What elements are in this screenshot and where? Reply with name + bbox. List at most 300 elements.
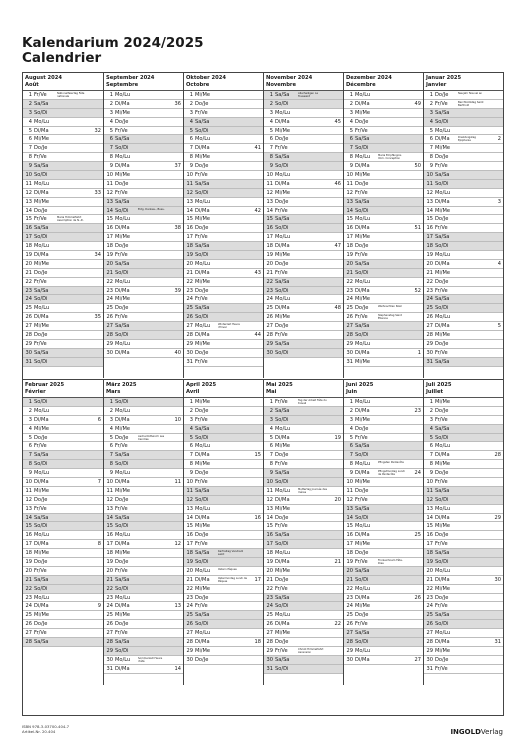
weekday-label: So/Di [34, 399, 48, 405]
day-row [264, 629, 343, 638]
month-name-fr: Juillet [426, 388, 443, 395]
day-row [264, 304, 343, 313]
weekday-label: So/Di [115, 647, 129, 654]
month-name: März 2025 [106, 382, 137, 388]
day-row [184, 118, 263, 127]
day-number: 28 [346, 639, 353, 646]
weekday-label: So/Di [115, 461, 129, 468]
month-name-fr: Août [25, 81, 39, 88]
weekday-label: So/Di [275, 349, 289, 356]
day-number: 16 [25, 225, 32, 232]
day-row [23, 260, 103, 269]
day-number: 19 [266, 559, 273, 566]
day-number: 6 [28, 136, 32, 143]
day-number: 19 [346, 559, 353, 566]
day-row [264, 153, 343, 162]
day-number: 4 [189, 118, 193, 125]
day-row [104, 496, 183, 505]
day-row [23, 349, 103, 358]
day-row [23, 487, 103, 496]
day-number: 4 [28, 425, 32, 432]
day-row [23, 531, 103, 540]
holiday-note: Neujahr Nouvel an [458, 92, 483, 95]
day-row [264, 460, 343, 469]
day-number: 29 [266, 647, 273, 654]
day-number: 15 [426, 216, 433, 223]
weekday-label: Mi/Me [275, 567, 291, 574]
day-row [344, 287, 423, 296]
holiday-note: Muttertag Journée des mères [298, 487, 327, 494]
day-number: 17 [426, 234, 433, 241]
day-row [264, 487, 343, 496]
day-row [23, 451, 103, 460]
day-number: 1 [269, 92, 273, 98]
day-number: 9 [189, 470, 193, 477]
day-number: 10 [25, 479, 32, 486]
weekday-label: Mo/Lu [195, 260, 211, 267]
day-number: 3 [429, 109, 433, 116]
weekday-label: Mo/Lu [115, 92, 131, 98]
weekday-label: Sa/Sa [355, 630, 370, 637]
day-row [344, 358, 423, 367]
day-number: 19 [25, 559, 32, 566]
weekday-label: Mi/Me [275, 252, 291, 259]
weekday-label: Mi/Me [115, 234, 131, 241]
day-row [104, 260, 183, 269]
weekday-label: Di/Ma [275, 305, 290, 312]
weekday-label: Mi/Me [195, 461, 211, 468]
day-number: 6 [429, 136, 433, 143]
week-number: 41 [254, 145, 261, 152]
day-row [344, 295, 423, 304]
weekday-label: Do/Je [34, 207, 48, 214]
weekday-label: So/Di [275, 287, 289, 294]
weekday-label: So/Di [275, 479, 289, 486]
weekday-label: Fr/Ve [115, 252, 128, 259]
weekday-label: Di/Ma [355, 287, 370, 294]
day-number: 10 [106, 479, 113, 486]
day-row [424, 224, 503, 233]
weekday-label: Di/Ma [195, 145, 210, 152]
day-number: 5 [189, 434, 193, 441]
weekday-label: Sa/Sa [34, 514, 49, 521]
day-row [184, 425, 263, 434]
weekday-label: Mo/Lu [275, 109, 291, 116]
day-row [264, 242, 343, 251]
weekday-label: Mi/Me [355, 172, 371, 179]
holiday-note: Aschermittwoch Les Cendres [138, 434, 165, 441]
weekday-label: Mo/Lu [435, 127, 451, 134]
day-number: 10 [426, 172, 433, 179]
month-column [23, 380, 103, 685]
month-name: April 2025 [186, 382, 217, 388]
day-row [23, 442, 103, 451]
weekday-label: Do/Je [435, 407, 449, 414]
day-row [184, 313, 263, 322]
day-number: 17 [25, 234, 32, 241]
day-row [104, 118, 183, 127]
day-row [344, 638, 423, 647]
day-number: 3 [28, 416, 32, 423]
day-number: 13 [426, 198, 433, 205]
weekday-label: Mi/Me [115, 487, 131, 494]
day-number: 2 [349, 407, 353, 414]
weekday-label: Fr/Ve [115, 505, 128, 512]
day-number: 12 [186, 189, 193, 196]
day-number: 18 [426, 243, 433, 250]
day-row [184, 558, 263, 567]
weekday-label: Fr/Ve [115, 630, 128, 637]
day-row [264, 451, 343, 460]
holiday-note: Stephanstag Saint Étienne [378, 314, 402, 321]
day-row [104, 322, 183, 331]
day-number: 19 [186, 252, 193, 259]
day-number: 18 [186, 243, 193, 250]
weekday-label: Sa/Sa [275, 656, 290, 663]
day-row [184, 171, 263, 180]
day-number: 1 [429, 92, 433, 98]
day-row [184, 358, 263, 367]
weekday-label: Fr/Ve [355, 314, 368, 321]
weekday-label: Mi/Me [195, 278, 211, 285]
month-name-fr: Mai [266, 388, 277, 395]
weekday-label: Fr/Ve [355, 434, 368, 441]
weekday-label: So/Di [275, 100, 289, 107]
weekday-label: Fr/Ve [435, 287, 448, 294]
week-number: 22 [334, 621, 341, 628]
day-row [424, 611, 503, 620]
weekday-label: Fr/Ve [195, 603, 208, 610]
day-number: 13 [426, 505, 433, 512]
day-number: 7 [28, 452, 32, 459]
weekday-label: Mo/Lu [275, 425, 291, 432]
weekday-label: Sa/Sa [355, 567, 370, 574]
day-number: 14 [25, 207, 32, 214]
day-row [23, 620, 103, 629]
week-number: 43 [254, 269, 261, 276]
month-header [424, 73, 503, 91]
weekday-label: Fr/Ve [34, 630, 47, 637]
day-row [23, 198, 103, 207]
weekday-label: Mi/Me [355, 416, 371, 423]
day-row [184, 180, 263, 189]
weekday-label: Do/Je [355, 243, 369, 250]
weekday-label: Do/Je [34, 145, 48, 152]
day-row [424, 358, 503, 367]
month-header [344, 380, 423, 398]
weekday-label: Do/Je [195, 225, 209, 232]
day-number: 28 [106, 639, 113, 646]
weekday-label: So/Di [435, 243, 449, 250]
day-row [104, 629, 183, 638]
weekday-label: Mo/Lu [355, 523, 371, 530]
weekday-label: Mo/Lu [355, 278, 371, 285]
month-header [344, 73, 423, 91]
weekday-label: Sa/Sa [34, 225, 49, 232]
month-column [343, 380, 423, 685]
day-row [424, 531, 503, 540]
day-row [264, 558, 343, 567]
day-number: 13 [346, 505, 353, 512]
day-number: 25 [106, 305, 113, 312]
day-row [104, 331, 183, 340]
day-number: 24 [25, 296, 32, 303]
weekday-label: Mo/Lu [355, 340, 371, 347]
day-number: 8 [429, 461, 433, 468]
weekday-label: Sa/Sa [34, 576, 49, 583]
day-number: 25 [426, 305, 433, 312]
day-number: 4 [429, 118, 433, 125]
day-row [184, 233, 263, 242]
weekday-label: So/Di [355, 639, 369, 646]
week-number: 48 [334, 305, 341, 312]
day-number: 25 [266, 612, 273, 619]
weekday-label: Do/Je [275, 639, 289, 646]
day-row [23, 295, 103, 304]
weekday-label: Mo/Lu [435, 505, 451, 512]
week-number: 52 [414, 287, 421, 294]
day-row [424, 656, 503, 665]
day-row [344, 434, 423, 443]
day-row [344, 171, 423, 180]
day-row [23, 496, 103, 505]
day-row [23, 576, 103, 585]
day-number: 8 [349, 461, 353, 468]
weekday-label: Fr/Ve [435, 479, 448, 486]
day-number: 14 [266, 514, 273, 521]
week-number: 40 [174, 349, 181, 356]
day-row [264, 576, 343, 585]
day-number: 25 [106, 612, 113, 619]
weekday-label: Mi/Me [195, 92, 211, 98]
weekday-label: Mi/Me [355, 109, 371, 116]
weekday-label: Mo/Lu [195, 136, 211, 143]
day-row [344, 278, 423, 287]
day-number: 8 [429, 154, 433, 161]
weekday-label: Di/Ma [115, 100, 130, 107]
weekday-label: Di/Ma [275, 180, 290, 187]
day-number: 24 [426, 296, 433, 303]
weekday-label: Di/Ma [195, 332, 210, 339]
day-row [344, 233, 423, 242]
weekday-label: Di/Ma [195, 452, 210, 459]
day-number: 30 [25, 349, 32, 356]
week-number: 50 [414, 163, 421, 170]
day-number: 26 [266, 621, 273, 628]
day-number: 6 [189, 136, 193, 143]
day-number: 15 [186, 216, 193, 223]
week-number: 37 [174, 163, 181, 170]
weekday-label: Mo/Lu [34, 407, 50, 414]
weekday-label: Fr/Ve [355, 621, 368, 628]
day-row [184, 611, 263, 620]
day-number: 29 [186, 647, 193, 654]
day-row [264, 434, 343, 443]
day-number: 26 [426, 621, 433, 628]
day-row [104, 242, 183, 251]
day-row [184, 638, 263, 647]
day-number: 18 [106, 550, 113, 557]
day-row [104, 162, 183, 171]
weekday-label: Sa/Sa [435, 487, 450, 494]
day-row [344, 478, 423, 487]
footer-info [22, 724, 69, 734]
day-number: 27 [346, 323, 353, 330]
weekday-label: Mo/Lu [435, 252, 451, 259]
month-name: August 2024 [25, 75, 62, 81]
holiday-note: Christi Himmelfahrt Ascension [298, 647, 324, 654]
day-number: 22 [266, 585, 273, 592]
day-row [104, 180, 183, 189]
day-row [184, 540, 263, 549]
month-name-fr: Novembre [266, 81, 297, 88]
weekday-label: Sa/Sa [275, 92, 290, 98]
day-number: 12 [25, 189, 32, 196]
weekday-label: Di/Ma [34, 416, 49, 423]
holiday-note: Ostern Pâques [218, 567, 237, 571]
day-row [424, 91, 503, 100]
day-row [184, 407, 263, 416]
day-number: 17 [426, 541, 433, 548]
day-number: 16 [25, 532, 32, 539]
weekday-label: Mi/Me [275, 189, 291, 196]
holiday-note: Dreikönigstag Epiphanie [458, 136, 476, 143]
weekday-label: Mi/Me [34, 425, 50, 432]
day-row [424, 594, 503, 603]
day-row [344, 531, 423, 540]
weekday-label: Mi/Me [115, 296, 131, 303]
day-row [264, 207, 343, 216]
day-number: 3 [349, 416, 353, 423]
day-number: 10 [266, 172, 273, 179]
weekday-label: Sa/Sa [115, 576, 130, 583]
day-number: 7 [189, 452, 193, 459]
day-number: 25 [346, 305, 353, 312]
day-number: 13 [186, 198, 193, 205]
day-number: 23 [25, 594, 32, 601]
weekday-label: Sa/Sa [275, 216, 290, 223]
day-number: 30 [106, 656, 113, 663]
day-row [104, 251, 183, 260]
weekday-label: So/Di [355, 145, 369, 152]
day-row [23, 478, 103, 487]
day-number: 11 [25, 487, 32, 494]
month-header [424, 380, 503, 398]
day-number: 28 [106, 332, 113, 339]
week-number: 5 [497, 323, 501, 330]
day-row [104, 442, 183, 451]
day-number: 21 [426, 576, 433, 583]
month-header [264, 380, 343, 398]
day-number: 13 [266, 505, 273, 512]
day-row [184, 189, 263, 198]
day-row [264, 540, 343, 549]
day-number: 28 [25, 332, 32, 339]
day-number: 7 [109, 145, 113, 152]
day-number: 29 [346, 340, 353, 347]
weekday-label: Fr/Ve [435, 603, 448, 610]
weekday-label: Mo/Lu [115, 656, 131, 663]
day-number: 11 [266, 487, 273, 494]
weekday-label: Mi/Me [34, 612, 50, 619]
week-number: 4 [497, 260, 501, 267]
day-row [424, 665, 503, 674]
weekday-label: Di/Ma [435, 452, 450, 459]
day-row [104, 398, 183, 407]
day-number: 28 [186, 332, 193, 339]
day-row [424, 398, 503, 407]
weekday-label: Fr/Ve [34, 154, 47, 161]
day-number: 30 [186, 656, 193, 663]
weekday-label: Do/Je [115, 243, 129, 250]
weekday-label: Di/Ma [34, 603, 49, 610]
weekday-label: So/Di [115, 585, 129, 592]
day-row [184, 224, 263, 233]
month-name-fr: Juin [346, 388, 358, 395]
day-number: 25 [25, 305, 32, 312]
day-row [424, 144, 503, 153]
day-number: 4 [109, 118, 113, 125]
weekday-label: Mo/Lu [435, 189, 451, 196]
day-number: 20 [346, 260, 353, 267]
day-number: 18 [426, 550, 433, 557]
day-number: 9 [429, 470, 433, 477]
week-number: 25 [414, 532, 421, 539]
day-number: 2 [109, 100, 113, 107]
day-number: 16 [266, 225, 273, 232]
day-number: 14 [186, 207, 193, 214]
weekday-label: Di/Ma [195, 269, 210, 276]
day-number: 21 [25, 576, 32, 583]
day-row [424, 118, 503, 127]
day-number: 3 [28, 109, 32, 116]
day-number: 26 [186, 621, 193, 628]
day-row [424, 313, 503, 322]
weekday-label: Fr/Ve [275, 399, 288, 405]
weekday-label: Mi/Me [435, 332, 451, 339]
month-column [423, 73, 503, 378]
day-row [424, 478, 503, 487]
week-number: 28 [494, 452, 501, 459]
day-row [344, 585, 423, 594]
weekday-label: Fr/Ve [275, 269, 288, 276]
weekday-label: So/Di [34, 234, 48, 241]
weekday-label: So/Di [115, 207, 129, 214]
day-row [104, 576, 183, 585]
weekday-label: Do/Je [195, 594, 209, 601]
weekday-label: Mo/Lu [275, 612, 291, 619]
day-row [23, 162, 103, 171]
day-number: 27 [426, 323, 433, 330]
day-number: 14 [426, 207, 433, 214]
day-number: 3 [269, 109, 273, 116]
day-number: 8 [28, 154, 32, 161]
day-number: 1 [429, 399, 433, 405]
day-row [264, 260, 343, 269]
day-row [104, 135, 183, 144]
day-number: 9 [429, 163, 433, 170]
week-number: 38 [174, 225, 181, 232]
weekday-label: Do/Je [195, 100, 209, 107]
weekday-label: So/Di [115, 269, 129, 276]
day-number: 4 [189, 425, 193, 432]
weekday-label: Do/Je [355, 180, 369, 187]
weekday-label: Do/Je [275, 198, 289, 205]
month-name: Juni 2025 [346, 382, 374, 388]
day-row [23, 469, 103, 478]
weekday-label: So/Di [195, 496, 209, 503]
weekday-label: Mi/Me [195, 523, 211, 530]
